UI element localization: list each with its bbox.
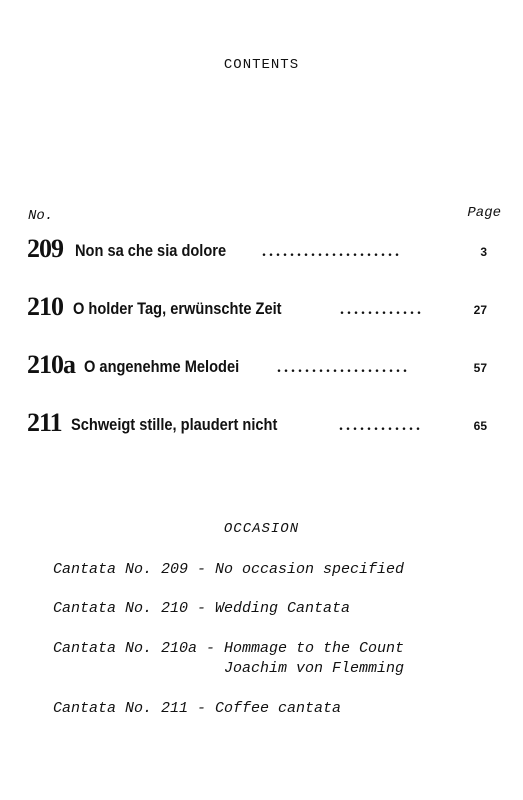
occasion-line: Cantata No. 211 - Coffee cantata <box>53 700 342 717</box>
page-number: 27 <box>473 303 487 317</box>
toc-entry <box>27 348 487 382</box>
toc-entry <box>27 406 487 440</box>
cantata-title: Non sa che sia dolore <box>75 241 227 260</box>
toc-entry <box>27 290 487 324</box>
page-column-label: Page <box>467 205 501 221</box>
occasion-line: Cantata No. 210a - Hommage to the Count Joachim von Flemming <box>53 640 405 677</box>
leader-dots: ................... <box>277 359 410 376</box>
cantata-title: Schweigt stille, plaudert nicht <box>71 415 278 434</box>
contents-heading: CONTENTS <box>223 57 300 73</box>
occasion-heading: OCCASION <box>223 521 300 537</box>
cantata-number: 210 <box>27 292 63 321</box>
page-number: 57 <box>473 361 487 375</box>
leader-dots: ............ <box>340 301 424 318</box>
page-number: 65 <box>473 419 487 433</box>
cantata-number: 211 <box>27 408 62 437</box>
occasion-line: Cantata No. 210 - Wedding Cantata <box>53 600 351 617</box>
cantata-title: O holder Tag, erwünschte Zeit <box>73 299 282 318</box>
cantata-number: 209 <box>27 234 63 263</box>
cantata-number: 210a <box>27 350 75 379</box>
occasion-line: Cantata No. 209 - No occasion specified <box>53 561 405 578</box>
cantata-title: O angenehme Melodei <box>84 357 240 376</box>
leader-dots: .................... <box>262 243 402 260</box>
leader-dots: ............ <box>339 417 423 434</box>
number-column-label: No. <box>28 208 54 224</box>
page-number: 3 <box>480 245 487 259</box>
toc-entry <box>27 232 487 266</box>
